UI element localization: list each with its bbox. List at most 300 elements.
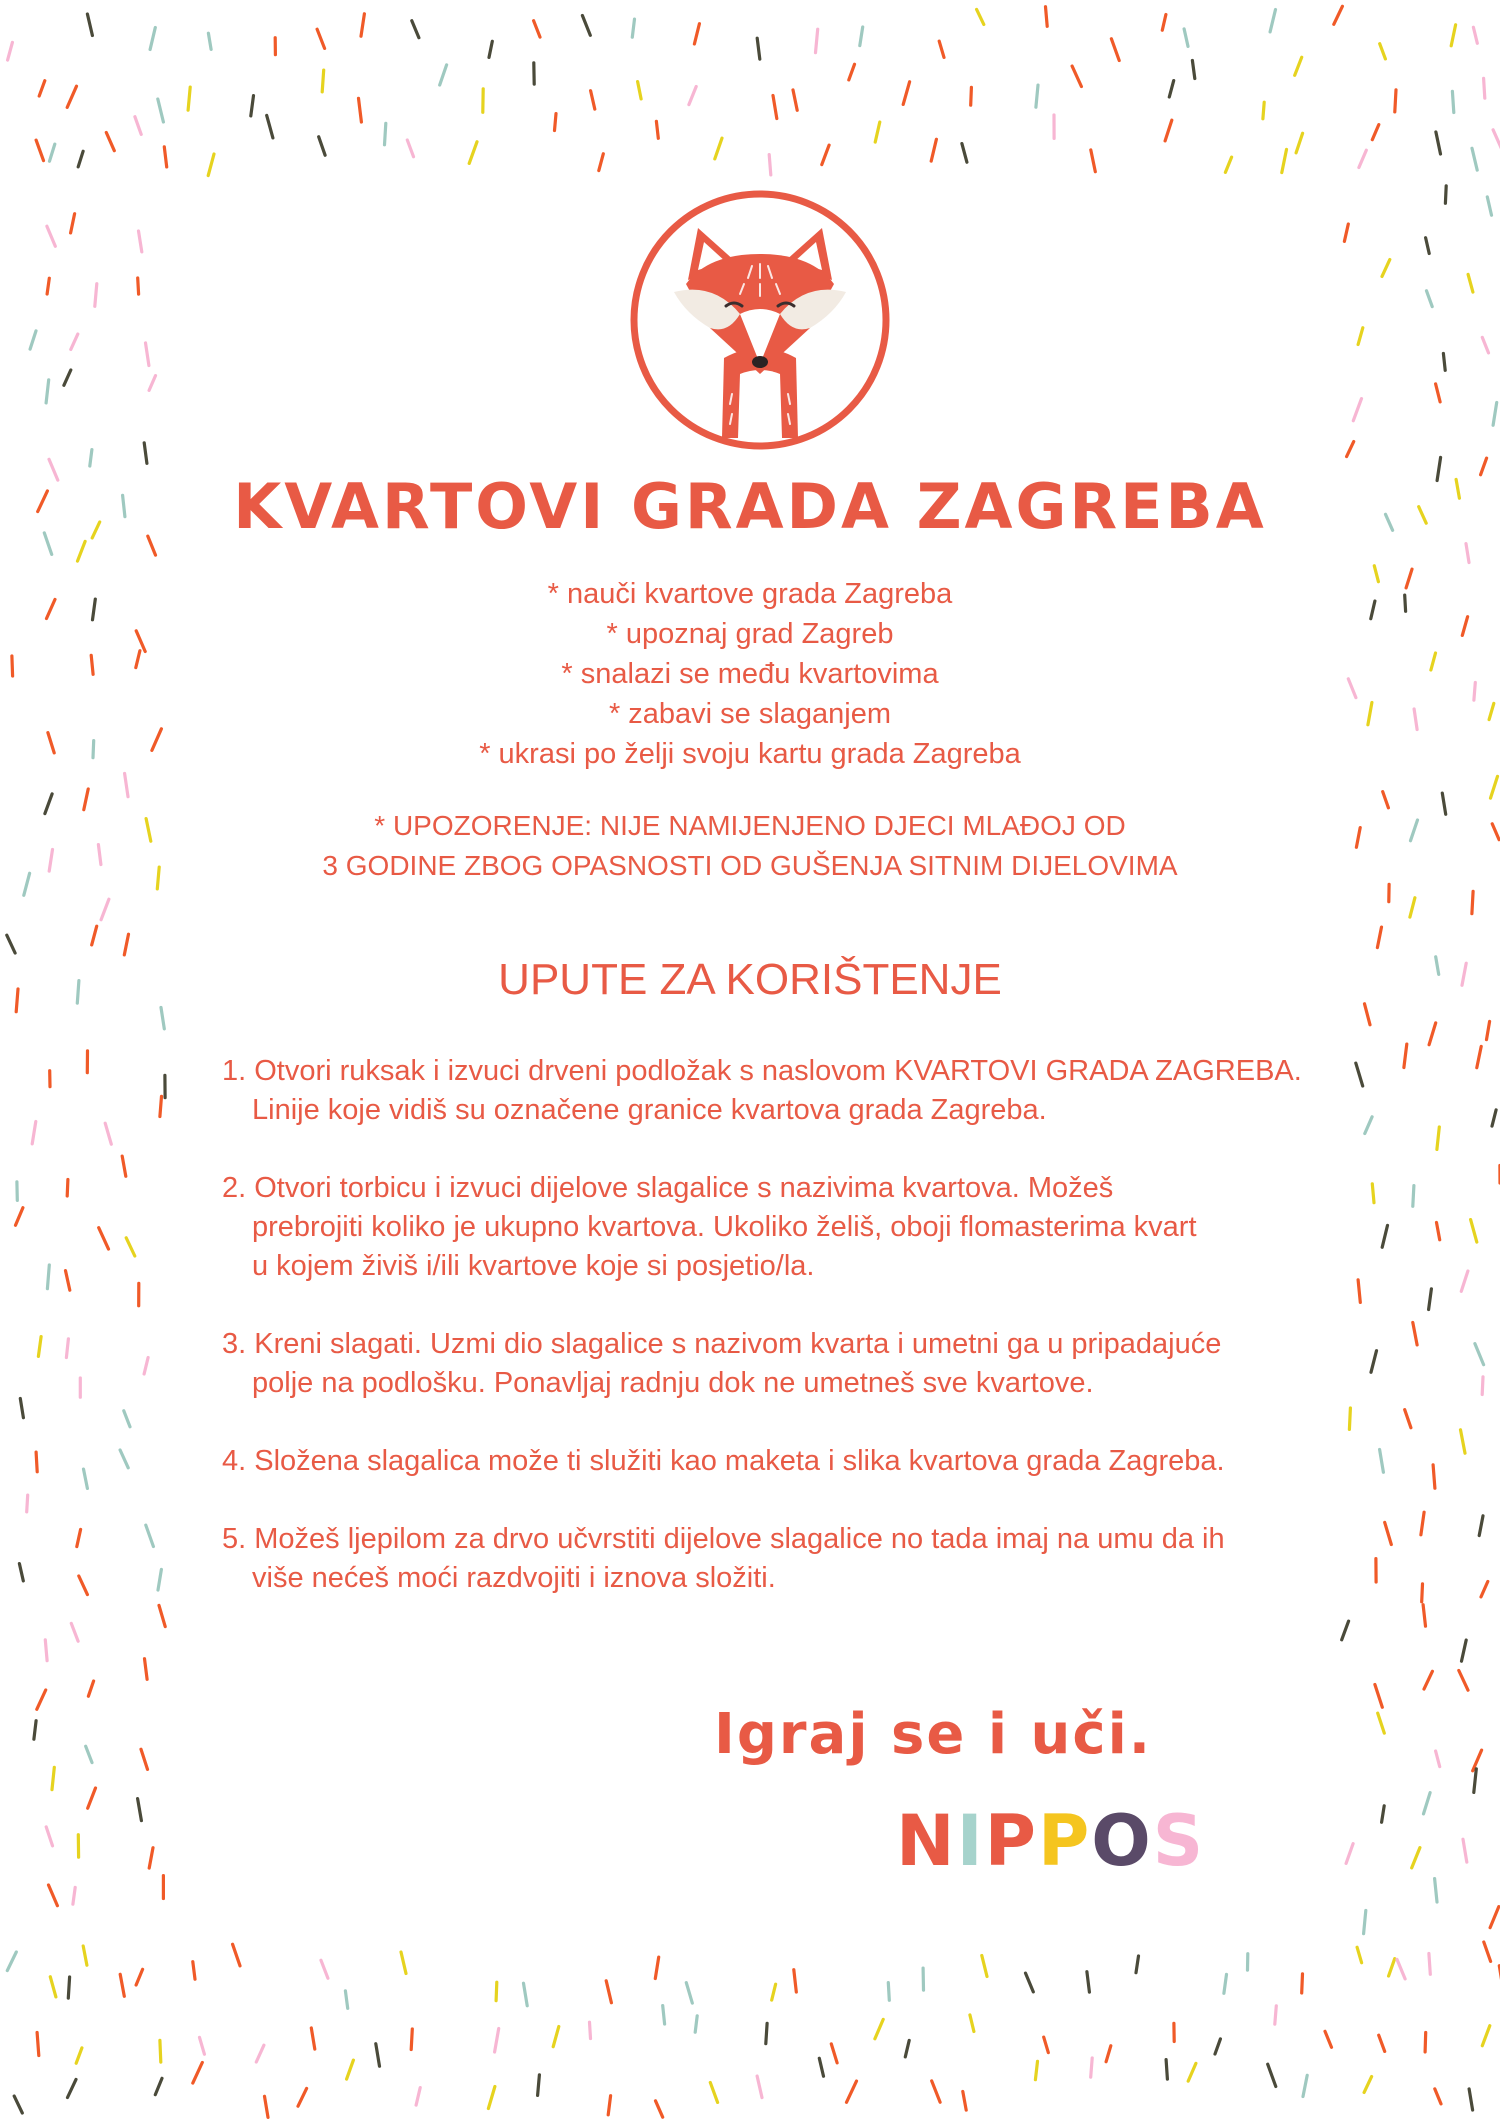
- confetti-dash: [1282, 149, 1287, 172]
- confetti-dash: [298, 2088, 307, 2106]
- confetti-dash: [606, 1981, 611, 2003]
- confetti-dash: [1342, 1621, 1349, 1640]
- confetti-dash: [757, 2076, 762, 2098]
- confetti-dash: [1484, 1942, 1491, 1961]
- instructions-list: [222, 1052, 1322, 1637]
- confetti-dash: [36, 1452, 37, 1472]
- confetti-dash: [1459, 1671, 1468, 1691]
- confetti-dash: [86, 1746, 92, 1762]
- confetti-dash: [1461, 1271, 1468, 1291]
- confetti-dash: [1487, 197, 1491, 215]
- confetti-dash: [37, 1690, 46, 1709]
- confetti-dash: [831, 2044, 837, 2063]
- instruction-step: [222, 1520, 1322, 1598]
- confetti-dash: [816, 29, 818, 52]
- confetti-dash: [125, 774, 128, 797]
- confetti-dash: [359, 98, 362, 122]
- confetti-dash: [489, 41, 492, 57]
- confetti-dash: [1481, 1582, 1488, 1597]
- confetti-dash: [411, 2029, 412, 2050]
- instruction-step: [222, 1169, 1322, 1286]
- confetti-dash: [710, 2083, 717, 2103]
- confetti-dash: [819, 2058, 823, 2076]
- confetti-dash: [905, 2040, 909, 2056]
- confetti-dash: [860, 27, 863, 46]
- instruction-step: [222, 1325, 1322, 1403]
- confetti-dash: [1382, 260, 1390, 277]
- confetti-dash: [1169, 81, 1173, 97]
- confetti-dash: [939, 41, 944, 57]
- confetti-dash: [534, 21, 540, 37]
- confetti-dash: [962, 144, 967, 163]
- confetti-dash: [1410, 898, 1415, 917]
- confetti-dash: [1474, 1769, 1477, 1793]
- confetti-dash: [160, 1096, 162, 1116]
- confetti-dash: [37, 2033, 39, 2056]
- confetti-dash: [1423, 1605, 1425, 1627]
- confetti-dash: [1364, 2077, 1372, 2093]
- confetti-dash: [1493, 403, 1497, 426]
- confetti-dash: [164, 147, 166, 167]
- confetti-dash: [1087, 1972, 1090, 1992]
- confetti-dash: [1452, 91, 1453, 112]
- confetti-dash: [553, 2027, 559, 2047]
- confetti-dash: [1469, 2089, 1473, 2110]
- confetti-dash: [849, 64, 855, 80]
- confetti-dash: [1334, 6, 1343, 24]
- confetti-dash: [1477, 1046, 1481, 1067]
- confetti-dash: [66, 1339, 68, 1358]
- confetti-dash: [1429, 1289, 1432, 1310]
- confetti-dash: [88, 1681, 93, 1696]
- confetti-dash: [30, 331, 36, 349]
- confetti-dash: [875, 2019, 883, 2038]
- brand-letter: I: [956, 1800, 985, 1882]
- confetti-dash: [407, 140, 413, 157]
- confetti-dash: [591, 91, 595, 109]
- goal-item: * snalazi se među kvartovima: [561, 658, 939, 690]
- confetti-dash: [1295, 57, 1302, 75]
- confetti-dash: [39, 81, 45, 96]
- confetti-dash: [71, 214, 75, 233]
- confetti-dash: [265, 2096, 269, 2117]
- confetti-dash: [1397, 1959, 1405, 1979]
- step-text: više nećeš moći razdvojiti i iznova složiti.: [252, 1562, 776, 1594]
- confetti-dash: [1188, 2063, 1196, 2081]
- confetti-dash: [1380, 1450, 1384, 1473]
- step-text: 3. Kreni slagati. Uzmi dio slagalice s nazivom kvarta i umetni ga u pripadajuće: [222, 1328, 1222, 1360]
- confetti-dash: [124, 1411, 130, 1427]
- confetti-dash: [47, 1265, 49, 1289]
- goal-item: * ukrasi po želji svoju kartu grada Zagreba: [479, 738, 1021, 770]
- confetti-dash: [1427, 291, 1433, 307]
- safety-warning: [0, 806, 1500, 886]
- confetti-dash: [1405, 1410, 1411, 1428]
- goal-item: * zabavi se slaganjem: [608, 698, 892, 730]
- confetti-dash: [590, 2022, 591, 2038]
- confetti-dash: [1166, 2060, 1167, 2080]
- confetti-dash: [1111, 39, 1119, 61]
- confetti-dash: [193, 2063, 203, 2084]
- confetti-dash: [136, 1969, 143, 1985]
- confetti-dash: [416, 2088, 420, 2106]
- confetti-dash: [50, 144, 55, 161]
- confetti-dash: [105, 1123, 111, 1144]
- confetti-dash: [1473, 27, 1477, 43]
- confetti-dash: [1413, 1323, 1417, 1345]
- brand-letter: O: [1091, 1800, 1153, 1882]
- confetti-dash: [496, 1982, 497, 2001]
- step-text: polje na podlošku. Ponavljaj radnju dok ne umetneš sve kvartove.: [252, 1367, 1094, 1399]
- confetti-dash: [971, 87, 972, 105]
- confetti-dash: [47, 226, 55, 246]
- confetti-dash: [1268, 2064, 1276, 2086]
- confetti-dash: [1491, 776, 1498, 798]
- step-text: Linije koje vidiš su označene granice kvartova grada Zagreba.: [252, 1094, 1047, 1126]
- confetti-dash: [317, 29, 325, 48]
- confetti-dash: [126, 1238, 135, 1256]
- confetti-dash: [1225, 157, 1231, 172]
- confetti-dash: [145, 1659, 148, 1680]
- confetti-dash: [686, 1983, 692, 2003]
- confetti-dash: [1072, 66, 1081, 86]
- confetti-dash: [656, 2101, 663, 2117]
- confetti-dash: [1413, 1186, 1414, 1207]
- confetti-dash: [538, 2075, 540, 2096]
- confetti-dash: [970, 2015, 974, 2032]
- confetti-dash: [78, 541, 86, 561]
- confetti-dash: [7, 1952, 16, 1971]
- confetti-dash: [46, 380, 49, 403]
- confetti-dash: [135, 117, 141, 135]
- confetti-dash: [146, 1525, 154, 1546]
- confetti-dash: [319, 137, 325, 155]
- confetti-dash: [71, 1623, 78, 1641]
- confetti-dash: [769, 155, 771, 175]
- confetti-dash: [1224, 1974, 1227, 1993]
- confetti-dash: [903, 82, 909, 105]
- step-text: 1. Otvori ruksak i izvuci drveni podložak s naslovom KVARTOVI GRADA ZAGREBA.: [222, 1055, 1302, 1087]
- confetti-dash: [79, 1576, 88, 1595]
- confetti-dash: [1482, 337, 1488, 353]
- confetti-dash: [794, 1970, 797, 1992]
- confetti-dash: [92, 926, 97, 945]
- confetti-dash: [149, 1848, 153, 1868]
- confetti-dash: [1382, 1806, 1385, 1823]
- confetti-dash: [440, 65, 447, 85]
- confetti-dash: [1389, 1959, 1395, 1976]
- confetti-dash: [888, 1983, 889, 2001]
- goals-list: [0, 574, 1500, 774]
- confetti-dash: [233, 1944, 240, 1966]
- confetti-dash: [27, 1495, 28, 1512]
- confetti-dash: [88, 1788, 96, 1808]
- confetti-dash: [322, 70, 324, 92]
- confetti-dash: [146, 343, 149, 366]
- confetti-dash: [1421, 1512, 1424, 1535]
- confetti-dash: [138, 1799, 142, 1821]
- confetti-dash: [1358, 328, 1363, 345]
- confetti-dash: [1471, 1220, 1477, 1243]
- confetti-dash: [1435, 1879, 1437, 1902]
- confetti-dash: [524, 1983, 528, 2006]
- confetti-dash: [1437, 1127, 1439, 1149]
- confetti-dash: [139, 231, 142, 252]
- confetti-dash: [256, 2045, 264, 2062]
- confetti-dash: [161, 1008, 164, 1029]
- fox-icon: [674, 228, 846, 438]
- confetti-dash: [34, 1721, 36, 1740]
- confetti-dash: [1026, 1973, 1034, 1992]
- step-text: 4. Složena slagalica može ti služiti kao maketa i slika kvartova grada Zagreba.: [222, 1445, 1225, 1477]
- confetti-dash: [1443, 354, 1445, 371]
- confetti-dash: [1375, 1685, 1382, 1708]
- confetti-dash: [68, 1977, 69, 1998]
- confetti-dash: [1035, 2061, 1037, 2079]
- confetti-dash: [1349, 1408, 1350, 1429]
- confetti-dash: [1462, 1640, 1467, 1661]
- confetti-dash: [311, 2028, 315, 2049]
- confetti-dash: [1036, 85, 1038, 107]
- confetti-dash: [251, 96, 254, 116]
- confetti-dash: [1468, 274, 1473, 292]
- confetti-dash: [982, 1956, 987, 1977]
- confetti-dash: [1358, 1280, 1360, 1303]
- confetti-dash: [138, 278, 139, 294]
- confetti-dash: [208, 33, 211, 49]
- brand-letter: P: [1037, 1800, 1092, 1882]
- confetti-dash: [64, 370, 71, 385]
- confetti-dash: [608, 2096, 610, 2115]
- confetti-dash: [1437, 1223, 1440, 1240]
- confetti-dash: [1192, 61, 1194, 79]
- confetti-dash: [160, 2040, 161, 2062]
- confetti-dash: [36, 140, 43, 161]
- confetti-dash: [95, 284, 97, 307]
- confetti-dash: [1359, 150, 1366, 167]
- confetti-dash: [188, 87, 190, 110]
- confetti-dash: [67, 1180, 68, 1197]
- confetti-dash: [38, 1337, 41, 1357]
- confetti-dash: [1492, 1110, 1496, 1126]
- confetti-dash: [689, 87, 696, 105]
- brand-logo: [896, 1800, 1205, 1882]
- confetti-dash: [1404, 1044, 1407, 1067]
- confetti-dash: [101, 899, 109, 920]
- confetti-dash: [488, 2087, 495, 2109]
- confetti-dash: [1429, 1954, 1430, 1975]
- confetti-dash: [208, 154, 214, 176]
- confetti-dash: [32, 1122, 36, 1144]
- step-text: 5. Možeš ljepilom za drvo učvrstiti dijelove slagalice no tada imaj na umu da ih: [222, 1523, 1225, 1555]
- confetti-dash: [1490, 1907, 1499, 1928]
- confetti-dash: [124, 934, 128, 955]
- confetti-dash: [582, 16, 590, 36]
- confetti-dash: [469, 142, 477, 164]
- confetti-dash: [1353, 399, 1361, 421]
- confetti-dash: [19, 1564, 23, 1581]
- confetti-dash: [638, 82, 642, 99]
- confetti-dash: [68, 2079, 77, 2097]
- confetti-dash: [267, 115, 273, 137]
- confetti-dash: [1475, 1344, 1484, 1365]
- confetti-dash: [77, 1529, 81, 1546]
- confetti-dash: [159, 1605, 165, 1626]
- confetti-dash: [932, 2081, 940, 2102]
- confetti-dash: [1371, 1351, 1377, 1373]
- confetti-dash: [1364, 1911, 1366, 1934]
- confetti-dash: [84, 1469, 88, 1488]
- confetti-dash: [99, 1228, 109, 1249]
- confetti-dash: [155, 2078, 162, 2094]
- confetti-dash: [1347, 442, 1354, 457]
- confetti-dash: [1472, 148, 1477, 170]
- confetti-dash: [20, 1399, 23, 1418]
- confetti-dash: [50, 1977, 56, 1997]
- confetti-dash: [144, 1358, 148, 1375]
- confetti-dash: [495, 2029, 499, 2053]
- warning-line: * UPOZORENJE: NIJE NAMIJENJENO DJECI MLAĐOJ OD: [374, 810, 1126, 841]
- confetti-dash: [1484, 78, 1485, 98]
- confetti-dash: [977, 9, 984, 24]
- confetti-dash: [773, 96, 777, 119]
- confetti-dash: [49, 1885, 58, 1906]
- confetti-dash: [1482, 2026, 1490, 2046]
- confetti-dash: [412, 21, 419, 38]
- confetti-dash: [1378, 1713, 1385, 1733]
- confetti-dash: [1445, 186, 1446, 204]
- confetti-dash: [1380, 44, 1386, 59]
- confetti-dash: [76, 2048, 82, 2063]
- confetti-dash: [73, 1887, 75, 1904]
- confetti-dash: [931, 139, 936, 161]
- confetti-dash: [193, 1962, 195, 1980]
- confetti-dash: [385, 123, 386, 144]
- confetti-dash: [158, 1569, 161, 1590]
- confetti-dash: [1263, 102, 1264, 119]
- confetti-dash: [1302, 1974, 1303, 1993]
- confetti-dash: [1346, 1844, 1353, 1864]
- confetti-dash: [46, 1827, 52, 1846]
- confetti-dash: [376, 2044, 380, 2067]
- confetti-dash: [1436, 384, 1441, 402]
- confetti-dash: [1372, 125, 1379, 140]
- confetti-dash: [1382, 1225, 1387, 1247]
- confetti-dash: [45, 1640, 47, 1661]
- confetti-dash: [1426, 238, 1430, 254]
- confetti-dash: [1046, 7, 1048, 27]
- confetti-dash: [1091, 150, 1096, 172]
- confetti-dash: [1433, 1465, 1435, 1488]
- confetti-dash: [1422, 1584, 1423, 1602]
- confetti-dash: [599, 154, 604, 171]
- confetti-dash: [1365, 1004, 1371, 1025]
- confetti-dash: [345, 1991, 347, 2009]
- confetti-dash: [1463, 1839, 1467, 1862]
- confetti-dash: [120, 1974, 124, 1996]
- confetti-dash: [1357, 1947, 1362, 1962]
- confetti-dash: [141, 1749, 148, 1769]
- confetti-dash: [158, 99, 164, 122]
- goal-item: * nauči kvartove grada Zagreba: [547, 578, 953, 610]
- confetti-dash: [1424, 1671, 1432, 1689]
- confetti-dash: [847, 2081, 857, 2102]
- step-text: u kojem živiš i/ili kvartove koje si posjetio/la.: [252, 1250, 815, 1282]
- confetti-dash: [1412, 1848, 1420, 1868]
- confetti-dash: [1356, 1063, 1363, 1086]
- confetti-dash: [1425, 2033, 1426, 2052]
- confetti-dash: [1303, 2075, 1307, 2096]
- confetti-dash: [1395, 90, 1396, 112]
- confetti-dash: [1436, 1751, 1440, 1767]
- confetti-dash: [1325, 2031, 1332, 2047]
- confetti-dash: [1493, 130, 1500, 149]
- instruction-step: [222, 1052, 1322, 1130]
- confetti-dash: [1385, 1522, 1392, 1544]
- confetti-dash: [120, 1450, 128, 1468]
- confetti-dash: [1487, 1021, 1490, 1039]
- page-title: KVARTOVI GRADA ZAGREBA: [233, 470, 1267, 543]
- confetti-dash: [632, 19, 634, 37]
- confetti-dash: [1377, 927, 1381, 948]
- confetti-dash: [1482, 1377, 1483, 1395]
- confetti-dash: [122, 1156, 126, 1176]
- confetti-dash: [555, 114, 557, 131]
- confetti-dash: [1429, 1023, 1436, 1045]
- confetti-dash: [1044, 2037, 1049, 2053]
- confetti-dash: [822, 145, 829, 165]
- confetti-dash: [7, 935, 15, 953]
- confetti-dash: [16, 1208, 23, 1226]
- confetti-dash: [655, 1957, 658, 1978]
- slogan: Igraj se i uči.: [714, 1702, 1153, 1767]
- confetti-dash: [401, 1952, 406, 1974]
- brand-letter: P: [984, 1800, 1038, 1882]
- confetti-dash: [1275, 2006, 1277, 2024]
- confetti-dash: [66, 1271, 70, 1291]
- confetti-dash: [1435, 2089, 1441, 2104]
- confetti-dash: [1372, 1184, 1374, 1203]
- confetti-dash: [1466, 544, 1469, 563]
- confetti-dash: [321, 1960, 328, 1978]
- confetti-dash: [106, 133, 114, 151]
- confetti-dash: [71, 334, 78, 349]
- step-text: 2. Otvori torbicu i izvuci dijelove slagalice s nazivima kvartova. Možeš: [222, 1172, 1114, 1204]
- confetti-dash: [1165, 120, 1172, 141]
- confetti-dash: [47, 278, 49, 294]
- instructions-heading: UPUTE ZA KORIŠTENJE: [498, 955, 1002, 1004]
- confetti-dash: [1162, 15, 1166, 31]
- confetti-dash: [695, 2016, 697, 2032]
- confetti-dash: [8, 42, 13, 60]
- confetti-dash: [78, 151, 83, 167]
- brand-letter: N: [896, 1800, 957, 1882]
- confetti-dash: [1270, 10, 1275, 32]
- confetti-dash: [1215, 2039, 1220, 2054]
- confetti-dash: [1091, 2058, 1093, 2077]
- confetti-dash: [772, 1984, 776, 2000]
- confetti-dash: [14, 2096, 22, 2113]
- confetti-dash: [149, 376, 155, 391]
- confetti-dash: [694, 24, 699, 44]
- confetti-dash: [1436, 132, 1441, 154]
- confetti-dash: [1184, 29, 1188, 47]
- step-text: prebrojiti koliko je ukupno kvartova. Ukoliko želiš, oboji flomasterima kvart: [252, 1211, 1197, 1243]
- confetti-dash: [875, 122, 880, 142]
- confetti-dash: [1461, 1430, 1466, 1453]
- confetti-dash: [715, 138, 722, 159]
- confetti-dash: [963, 2092, 966, 2111]
